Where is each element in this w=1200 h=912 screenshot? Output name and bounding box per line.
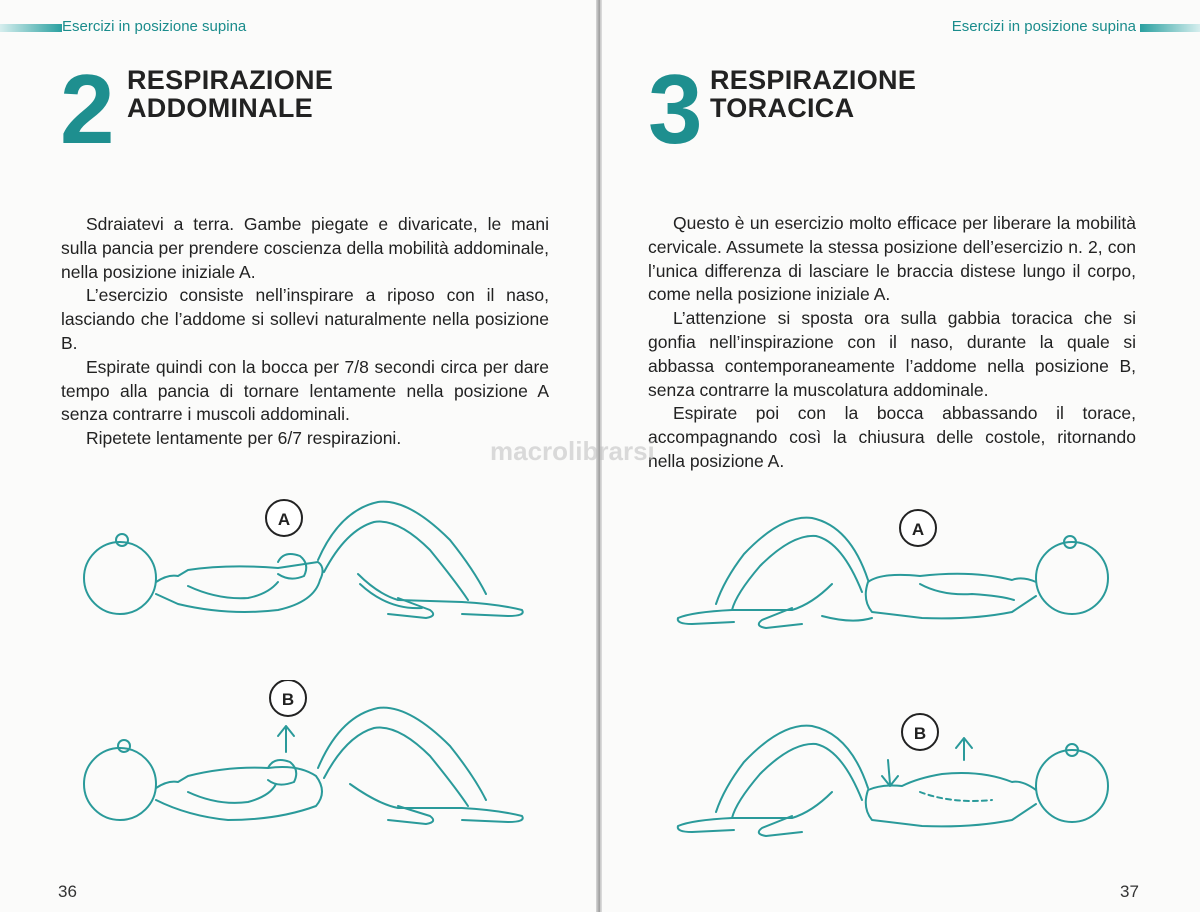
exercise-title-line2: ADDOMINALE — [127, 93, 313, 123]
exercise-title — [710, 66, 916, 122]
paragraph: Sdraiatevi a terra. Gambe piegate e divaricate, le mani sulla pancia per prendere coscienza della mobilità addominale, nella posizione iniziale A. — [61, 214, 549, 282]
exercise-text — [648, 212, 1136, 474]
head — [84, 542, 156, 614]
paragraph: Espirate poi con la bocca abbassando il torace, accompagnando così la chiusura delle costole, ritornando nella posizione A. — [648, 403, 1136, 471]
figure-label: B — [913, 724, 927, 743]
exercise-text — [61, 213, 549, 451]
paragraph: L’esercizio consiste nell’inspirare a riposo con il naso, lasciando che l’addome si sollevi naturalmente nella posizione B. — [61, 285, 549, 353]
running-head: Esercizi in posizione supina — [62, 18, 247, 35]
exercise-title-line2: TORACICA — [710, 93, 855, 123]
figure-label: A — [911, 520, 925, 539]
exercise-title-line1: RESPIRAZIONE — [127, 65, 334, 95]
exercise-number: 3 — [648, 54, 699, 164]
running-head: Esercizi in posizione supina — [951, 18, 1136, 35]
paragraph: L’attenzione si sposta ora sulla gabbia toracica che si gonfia nell’inspirazione con il naso, durante la quale si abbassa contemporaneamente l’addome nella posizione B, senza contrarre la muscolatura addominale. — [648, 308, 1136, 400]
right-page — [602, 0, 1200, 912]
watermark: macrolibrarsi — [490, 436, 655, 466]
figure-thoracic-b — [672, 700, 1142, 845]
figure-label: A — [277, 510, 291, 529]
figure-abdominal-b — [78, 680, 538, 840]
exercise-number: 2 — [60, 54, 111, 164]
running-head-bar — [0, 24, 62, 32]
exercise-title-line1: RESPIRAZIONE — [710, 65, 917, 95]
figure-label: B — [281, 690, 295, 709]
paragraph: Espirate quindi con la bocca per 7/8 secondi circa per dare tempo alla pancia di tornare lentamente nella posizione A senza contrarre i muscoli addominali. — [61, 356, 549, 425]
figure-thoracic-a — [672, 500, 1142, 640]
page-number: 37 — [1120, 882, 1139, 901]
paragraph: Questo è un esercizio molto efficace per liberare la mobilità cervicale. Assumete la stessa posizione dell’esercizio n. 2, con l’unica differenza di lasciare le braccia distese lungo il corpo, come nella posizione iniziale A. — [648, 213, 1136, 305]
figure-abdominal-a — [78, 490, 538, 640]
exercise-title — [127, 66, 333, 122]
paragraph: Ripetete lentamente per 6/7 respirazioni. — [86, 428, 402, 449]
running-head-bar — [1140, 24, 1200, 32]
page-number: 36 — [58, 882, 77, 901]
